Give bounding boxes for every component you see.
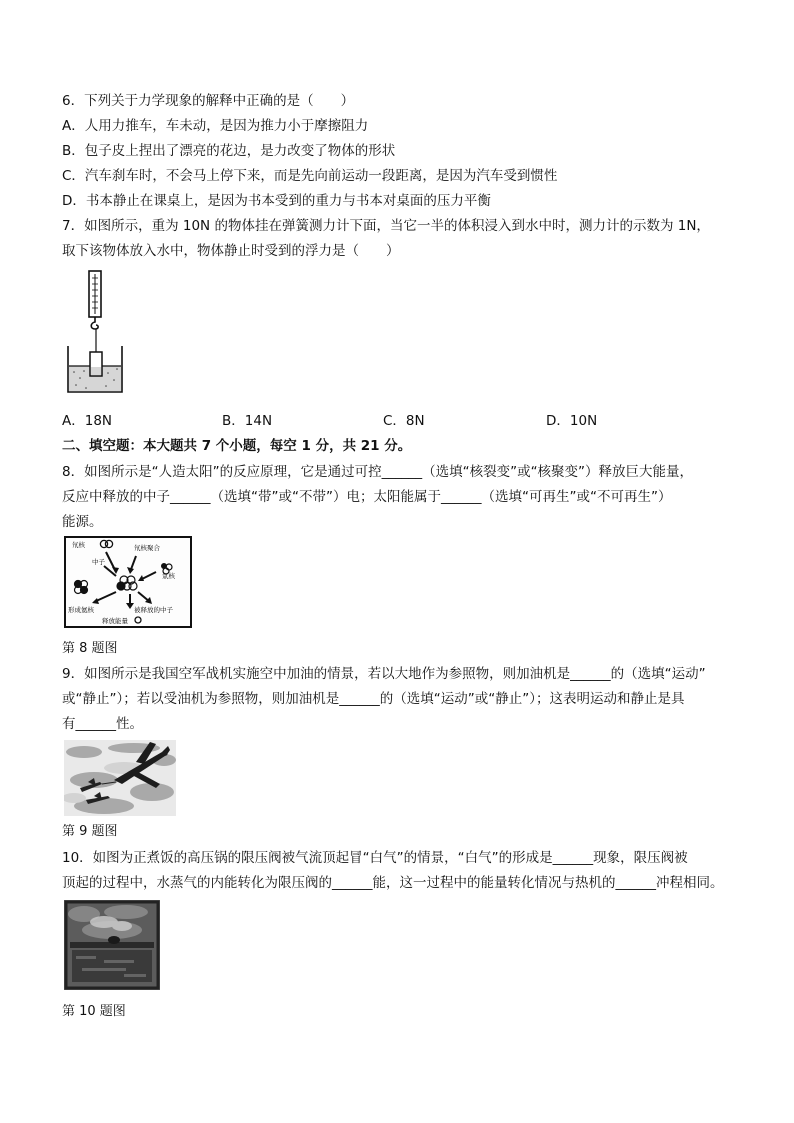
figure-8-caption: 第 8 题图 — [62, 641, 118, 656]
fusion-diagram — [64, 536, 192, 628]
question-6-stem: 6．下列关于力学现象的解释中正确的是（ ） — [62, 93, 355, 109]
hook-icon — [91, 317, 98, 329]
cooker-lid — [72, 950, 152, 982]
question-8-line-3: 能源。 — [62, 514, 103, 530]
pressure-valve — [108, 936, 120, 944]
question-10-line-1: 10．如图为正煮饭的高压锅的限压阀被气流顶起冒“白气”的情景，“白气”的形成是______现象，限压阀被 — [62, 850, 688, 866]
label-bottom-left: 形成氦核 — [68, 606, 94, 614]
question-7-option-d: D．10N — [546, 413, 598, 429]
label-right: 氚核 — [162, 572, 175, 580]
spring-scale-figure — [62, 268, 128, 400]
question-8-line-1: 8．如图所示是“人造太阳”的反应原理，它是通过可控______（选填“核裂变”或“核聚变”）释放巨大能量， — [62, 464, 694, 480]
question-7-option-c: C．8N — [383, 413, 425, 429]
question-7-option-b: B．14N — [222, 413, 273, 429]
question-7-stem-line-1: 7．如图所示，重为 10N 的物体挂在弹簧测力计下面，当它一半的体积浸入到水中时，测力计的示数为 1N， — [62, 218, 710, 234]
question-6-option-c: C．汽车刹车时，不会马上停下来，而是先向前运动一段距离，是因为汽车受到惯性 — [62, 168, 558, 184]
question-6-option-b: B．包子皮上捏出了漂亮的花边，是力改变了物体的形状 — [62, 143, 396, 159]
figure-9-caption: 第 9 题图 — [62, 824, 118, 839]
question-9-line-1: 9．如图所示是我国空军战机实施空中加油的情景，若以大地作为参照物，则加油机是______的（选填“运动” — [62, 666, 706, 682]
refueling-photo — [64, 740, 176, 816]
figure-10-caption: 第 10 题图 — [62, 1004, 126, 1019]
question-9-line-2: 或“静止”）；若以受油机为参照物，则加油机是______的（选填“运动”或“静止”）；这表明运动和静止是具 — [62, 691, 685, 707]
question-10-line-2: 顶起的过程中，水蒸气的内能转化为限压阀的______能，这一过程中的能量转化情况与热机的______冲程相同。 — [62, 875, 724, 891]
label-bottom-right: 被释放的中子 — [134, 606, 173, 614]
question-9-line-3: 有______性。 — [62, 716, 143, 732]
question-7-stem-line-2: 取下该物体放入水中，物体静止时受到的浮力是（ ） — [62, 243, 400, 259]
pressure-cooker-photo — [64, 900, 160, 990]
label-top-right: 氘核聚合 — [134, 544, 160, 552]
label-top-left: 氘核 — [72, 541, 85, 549]
label-bottom: 释放能量 — [102, 617, 128, 625]
section-2-heading: 二、填空题：本大题共 7 个小题，每空 1 分，共 21 分。 — [62, 438, 412, 454]
question-6-option-d: D．书本静止在课桌上，是因为书本受到的重力与书本对桌面的压力平衡 — [62, 193, 491, 209]
label-neutron: 中子 — [92, 558, 105, 566]
question-8-line-2: 反应中释放的中子______（选填“带”或“不带”）电；太阳能属于______（选填“可再生”或“不可再生”） — [62, 489, 672, 505]
question-7-option-a: A．18N — [62, 413, 113, 429]
question-6-option-a: A．人用力推车，车未动，是因为推力小于摩擦阻力 — [62, 118, 369, 134]
